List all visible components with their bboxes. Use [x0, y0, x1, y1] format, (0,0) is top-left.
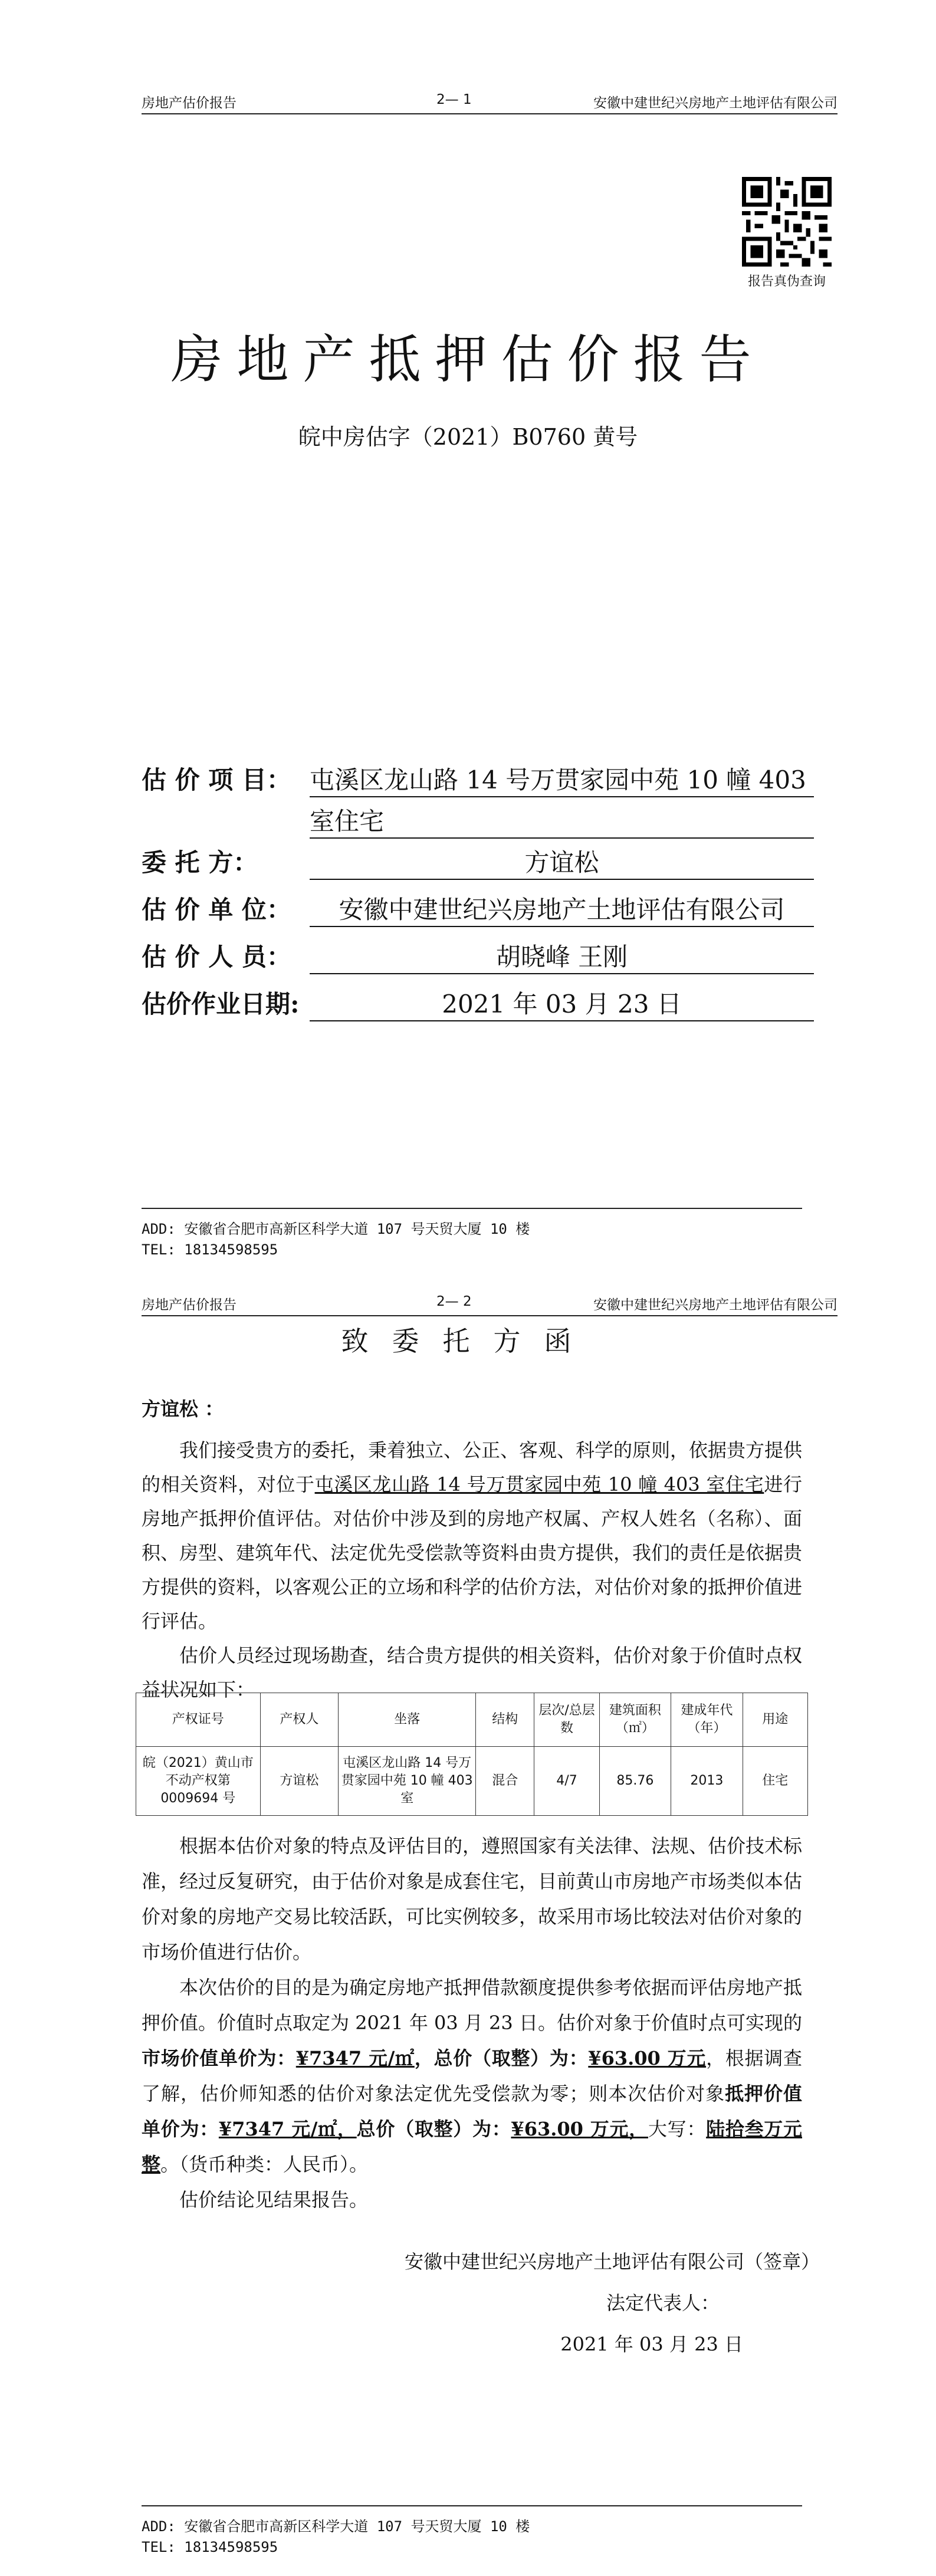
col-floor: 层次/总层数	[534, 1693, 599, 1747]
project-row	[142, 761, 814, 843]
header-company: 安徽中建世纪兴房地产土地评估有限公司	[593, 1297, 838, 1313]
page-header	[142, 88, 838, 114]
col-location: 坐落	[339, 1693, 476, 1747]
footer-address: ADD: 安徽省合肥市高新区科学大道 107 号天贸大厦 10 楼	[142, 1221, 530, 1237]
paragraph-1-text: 我们接受贵方的委托，秉着独立、公正、客观、科学的原则，依据贵方提供的相关资料，对位于	[142, 1439, 803, 1496]
market-total-label: ，总价（取整）为：	[414, 2047, 589, 2069]
cell-structure: 混合	[476, 1747, 534, 1816]
cell-use: 住宅	[743, 1747, 807, 1816]
uppercase-amount: 陆拾叁万元整	[142, 2118, 802, 2176]
staff-row	[142, 938, 814, 985]
client-label: 委 托 方：	[142, 848, 258, 877]
letter-title: 致委托方函	[341, 1325, 595, 1357]
salutation: 方谊松 ：	[142, 1398, 224, 1420]
header-divider	[142, 1315, 838, 1316]
page-footer	[142, 1208, 802, 1261]
footer-phone: TEL: 18134598595	[142, 1241, 278, 1258]
table-header-row	[136, 1693, 808, 1747]
header-report-name: 房地产估价报告	[142, 1297, 237, 1313]
staff-value: 胡晓峰 王刚	[310, 938, 814, 974]
col-cert-no: 产权证号	[136, 1693, 261, 1747]
paragraph-4-middle: ，根据调查了解，估价师知悉的估价对象法定优先受偿款为零；则本次估价对象	[142, 2047, 802, 2105]
col-owner: 产权人	[260, 1693, 339, 1747]
letter-body-bottom	[142, 1828, 802, 2217]
paragraph-3: 根据本估价对象的特点及评估目的，遵照国家有关法律、法规、估价技术标准，经过反复研究，由于估价对象是成套住宅，目前黄山市房地产市场类似本估价对象的房地产交易比较活跃，可比实例较多，故采用市场比较法对估价对象的市场价值进行估价。	[142, 1835, 803, 1963]
project-value-line2: 室住宅	[310, 802, 814, 839]
mortgage-unit-label: 抵押价值单价为：	[142, 2082, 802, 2140]
project-label: 估 价 项 目：	[142, 765, 291, 794]
unit-row	[142, 891, 814, 938]
paragraph-1-text-end: 进行房地产抵押价值评估。对估价中涉及到的房地产权属、产权人姓名（名称）、面积、房型、建筑年代、法定优先受偿款等资料由贵方提供，我们的责任是依据贵方提供的资料，以客观公正的立场和科学的估价方法，对估价对象的抵押价值进行评估。	[142, 1473, 803, 1632]
header-divider	[142, 113, 838, 114]
header-page-mark: 2— 2	[436, 1294, 472, 1309]
cell-location: 屯溪区龙山路 14 号万贯家园中苑 10 幢 403 室	[339, 1747, 476, 1816]
cell-year: 2013	[671, 1747, 743, 1816]
page-header	[142, 1290, 838, 1316]
report-number: 皖中房估字（2021）B0760 黄号	[298, 424, 638, 450]
footer-phone: TEL: 18134598595	[142, 2539, 278, 2555]
qr-code-label: 报告真伪查询	[747, 274, 826, 289]
cover-info-block	[142, 761, 814, 1032]
header-page-mark: 2— 1	[436, 92, 472, 107]
signature-representative: 法定代表人：	[606, 2292, 720, 2314]
currency-note: 。（货币种类：人民币）。	[160, 2153, 369, 2176]
col-structure: 结构	[476, 1693, 534, 1747]
property-rights-table	[136, 1693, 808, 1816]
cell-floor: 4/7	[534, 1747, 599, 1816]
cell-owner: 方谊松	[260, 1747, 339, 1816]
cell-cert-no: 皖（2021）黄山市不动产权第 0009694 号	[136, 1747, 261, 1816]
date-row	[142, 985, 814, 1032]
client-value: 方谊松	[310, 843, 814, 880]
report-title: 房地产抵押估价报告	[170, 329, 766, 390]
paragraph-2: 估价人员经过现场勘查，结合贵方提供的相关资料，估价对象于价值时点权益状况如下：	[142, 1644, 803, 1701]
market-unit-price: ¥7347 元/㎡	[295, 2047, 415, 2069]
client-row	[142, 843, 814, 891]
paragraph-4	[142, 1970, 802, 2182]
staff-label: 估 价 人 员：	[142, 942, 291, 971]
table-row	[136, 1747, 808, 1816]
report-cover-page	[0, 0, 936, 1274]
paragraph-1	[142, 1433, 802, 1638]
mortgage-total-label: 总价（取整）为：	[356, 2118, 511, 2140]
date-label: 估价作业日期:	[142, 990, 300, 1018]
mortgage-total-price: ¥63.00 万元，	[511, 2118, 648, 2140]
uppercase-label: 大写：	[648, 2118, 707, 2140]
col-year: 建成年代（年）	[671, 1693, 743, 1747]
footer-divider	[142, 2505, 802, 2506]
col-area: 建筑面积（㎡）	[599, 1693, 671, 1747]
property-address: 屯溪区龙山路 14 号万贯家园中苑 10 幢 403 室住宅	[314, 1473, 764, 1496]
letter-body-top	[142, 1392, 802, 1707]
signature-date: 2021 年 03 月 23 日	[560, 2333, 743, 2355]
market-unit-label: 市场价值单价为：	[142, 2047, 296, 2069]
unit-value: 安徽中建世纪兴房地产土地评估有限公司	[310, 891, 814, 927]
paragraph-4-text: 本次估价的目的是为确定房地产抵押借款额度提供参考依据而评估房地产抵押价值。价值时点取定为 2021 年 03 月 23 日。估价对象于价值时点可实现的	[142, 1976, 803, 2034]
date-value: 2021 年 03 月 23 日	[310, 985, 814, 1021]
letter-page	[0, 1274, 936, 2576]
col-use: 用途	[743, 1693, 807, 1747]
page-footer	[142, 2505, 802, 2559]
paragraph-5: 估价结论见结果报告。	[179, 2189, 369, 2211]
footer-address: ADD: 安徽省合肥市高新区科学大道 107 号天贸大厦 10 楼	[142, 2518, 530, 2535]
unit-label: 估 价 单 位：	[142, 895, 291, 924]
header-report-name: 房地产估价报告	[142, 96, 237, 111]
mortgage-unit-price: ¥7347 元/㎡，	[218, 2118, 357, 2140]
qr-code-icon[interactable]	[742, 177, 832, 267]
header-company: 安徽中建世纪兴房地产土地评估有限公司	[593, 96, 838, 111]
footer-divider	[142, 1208, 802, 1209]
cell-area: 85.76	[599, 1747, 671, 1816]
market-total-price: ¥63.00 万元	[588, 2047, 707, 2069]
signature-company: 安徽中建世纪兴房地产土地评估有限公司（签章）	[404, 2250, 820, 2273]
project-value-line1: 屯溪区龙山路 14 号万贯家园中苑 10 幢 403	[310, 761, 814, 797]
